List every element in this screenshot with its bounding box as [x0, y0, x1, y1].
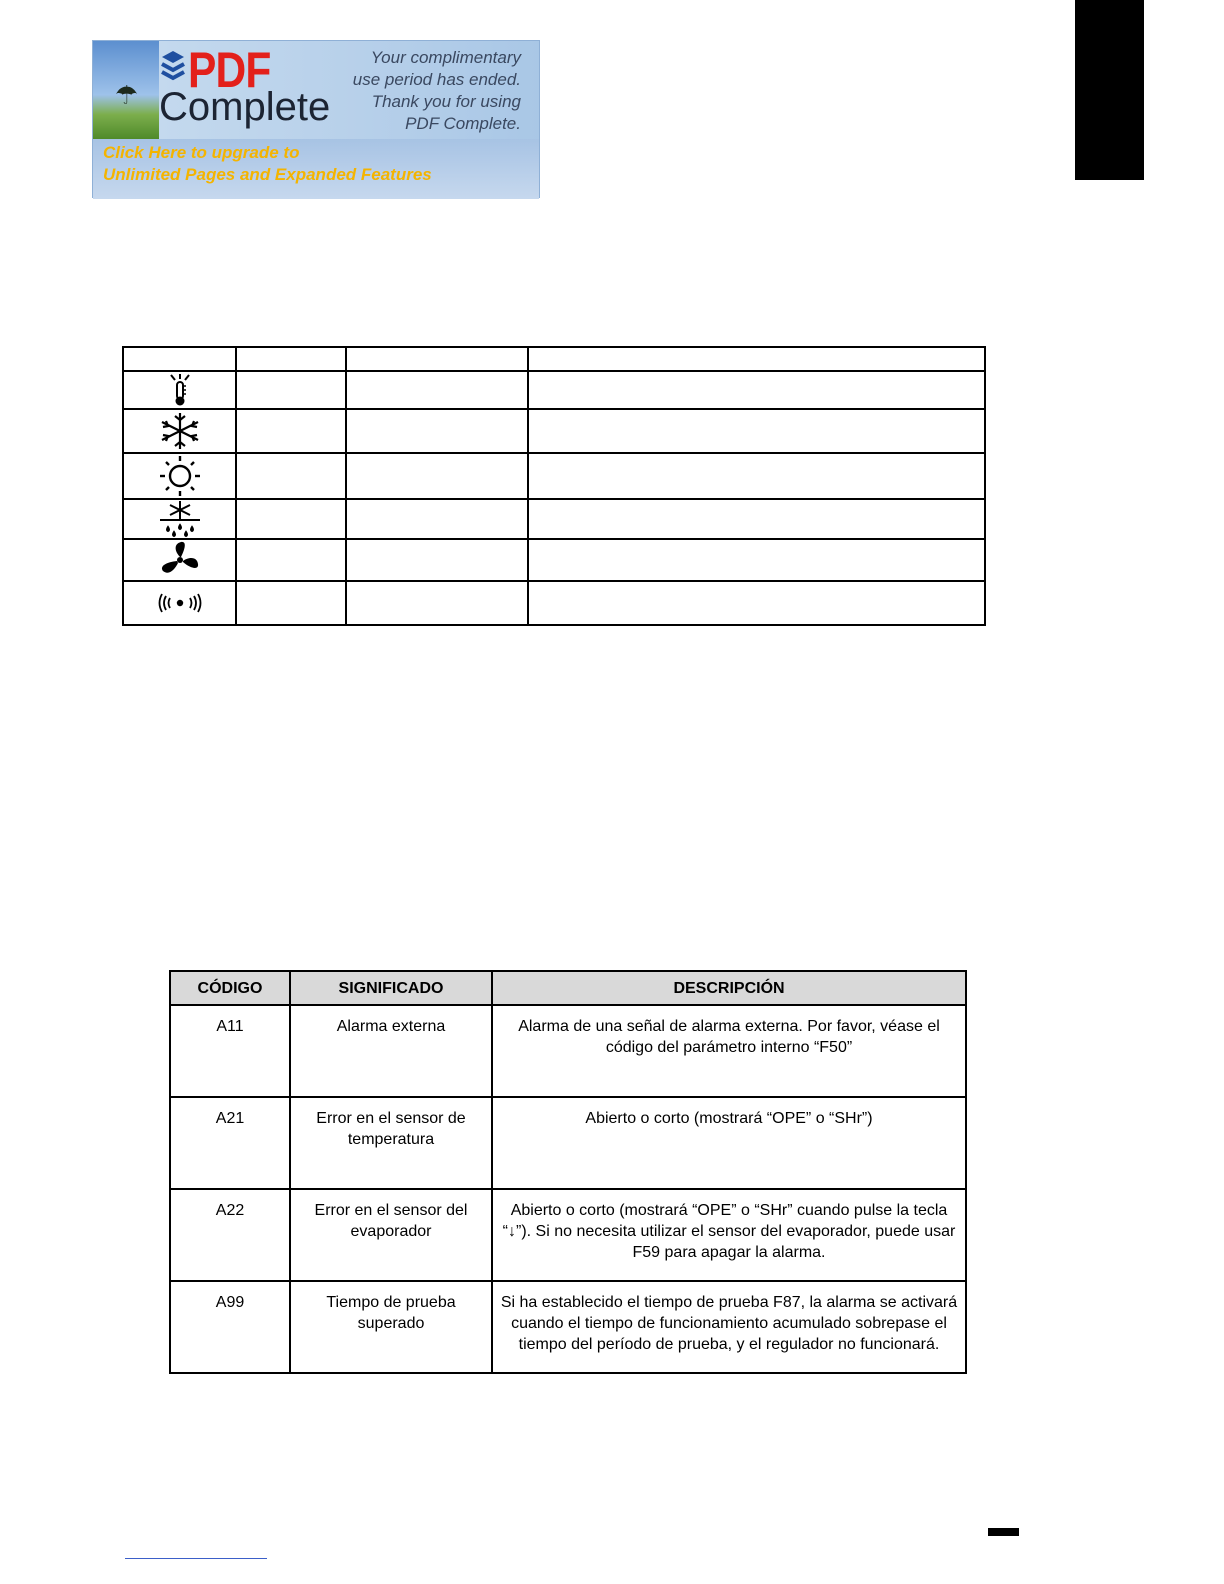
- thermometer-icon: [167, 373, 193, 407]
- table-row: [123, 371, 985, 409]
- upgrade-link-line[interactable]: Unlimited Pages and Expanded Features: [103, 165, 432, 184]
- table-cell: [528, 581, 985, 625]
- alarm-description: Abierto o corto (mostrará “OPE” o “SHr” cuando pulse la tecla “↓”). Si no necesita utilizar el sensor del evaporador, puede usar F59 para apagar la alarma.: [492, 1189, 966, 1281]
- table-cell: [123, 539, 236, 581]
- indicator-table: [122, 346, 986, 626]
- table-row: [123, 581, 985, 625]
- notice-line: Thank you for using: [371, 92, 521, 111]
- table-cell: [528, 539, 985, 581]
- table-cell: [123, 453, 236, 499]
- page-number-mark: [988, 1528, 1019, 1536]
- table-row: [123, 499, 985, 539]
- table-cell: [346, 453, 528, 499]
- alarm-code: A11: [170, 1005, 290, 1097]
- table-cell: [236, 371, 346, 409]
- table-cell: [236, 539, 346, 581]
- table-cell: [236, 581, 346, 625]
- table-cell: [123, 347, 236, 371]
- table-row: [170, 1005, 966, 1097]
- notice-line: Your complimentary: [370, 48, 521, 67]
- fan-icon: [159, 540, 201, 580]
- table-row: [170, 1097, 966, 1189]
- table-row: [123, 409, 985, 453]
- alarm-meaning: Alarma externa: [290, 1005, 492, 1097]
- table-cell: [346, 581, 528, 625]
- table-cell: [236, 409, 346, 453]
- alarm-description: Si ha establecido el tiempo de prueba F87, la alarma se activará cuando el tiempo de funcionamiento acumulado sobrepase el tiempo del período de prueba, y el regulador no funcionará.: [492, 1281, 966, 1373]
- notice-line: PDF Complete.: [405, 114, 521, 133]
- umbrella-jumper-icon: ☂: [115, 81, 139, 111]
- alarm-meaning: Error en el sensor del evaporador: [290, 1189, 492, 1281]
- upgrade-link-line[interactable]: Click Here to upgrade to: [103, 143, 300, 162]
- brand-complete: Complete: [159, 85, 331, 129]
- table-header-row: [170, 971, 966, 1005]
- table-row: [123, 539, 985, 581]
- alarm-signal-icon: [156, 591, 204, 615]
- defrost-icon: [157, 500, 203, 538]
- alarm-description: Abierto o corto (mostrará “OPE” o “SHr”): [492, 1097, 966, 1189]
- table-cell: [528, 371, 985, 409]
- header-code: CÓDIGO: [170, 971, 290, 1005]
- header-description: DESCRIPCIÓN: [492, 971, 966, 1005]
- alarm-meaning: Tiempo de prueba superado: [290, 1281, 492, 1373]
- table-row: [170, 1189, 966, 1281]
- table-cell: [528, 409, 985, 453]
- table-cell: [528, 453, 985, 499]
- table-cell: [236, 453, 346, 499]
- alarm-code: A21: [170, 1097, 290, 1189]
- table-row: [123, 347, 985, 371]
- banner-photo: [93, 41, 159, 139]
- table-cell: [528, 347, 985, 371]
- table-cell: [123, 371, 236, 409]
- table-cell: [346, 347, 528, 371]
- table-row: [170, 1281, 966, 1373]
- footer-link-underline[interactable]: [125, 1558, 267, 1559]
- sun-icon: [158, 455, 202, 497]
- table-cell: [346, 409, 528, 453]
- table-cell: [528, 499, 985, 539]
- expired-notice: [301, 47, 521, 135]
- table-cell: [346, 499, 528, 539]
- table-cell: [346, 539, 528, 581]
- alarm-meaning: Error en el sensor de temperatura: [290, 1097, 492, 1189]
- alarm-code: A99: [170, 1281, 290, 1373]
- upgrade-link[interactable]: [93, 139, 539, 199]
- snowflake-icon: [158, 411, 202, 451]
- table-cell: [236, 499, 346, 539]
- table-cell: [236, 347, 346, 371]
- notice-line: use period has ended.: [352, 70, 521, 89]
- alarm-description: Alarma de una señal de alarma externa. Por favor, véase el código del parámetro interno “F50”: [492, 1005, 966, 1097]
- table-row: [123, 453, 985, 499]
- upgrade-banner[interactable]: [92, 40, 540, 198]
- alarm-code: A22: [170, 1189, 290, 1281]
- brand-pdf: PDF: [188, 42, 271, 98]
- alarm-code-table: [169, 970, 967, 1374]
- header-meaning: SIGNIFICADO: [290, 971, 492, 1005]
- table-cell: [123, 581, 236, 625]
- table-cell: [346, 371, 528, 409]
- section-tab: [1075, 0, 1144, 180]
- layers-logo-icon: [159, 49, 187, 83]
- table-cell: [123, 499, 236, 539]
- table-cell: [123, 409, 236, 453]
